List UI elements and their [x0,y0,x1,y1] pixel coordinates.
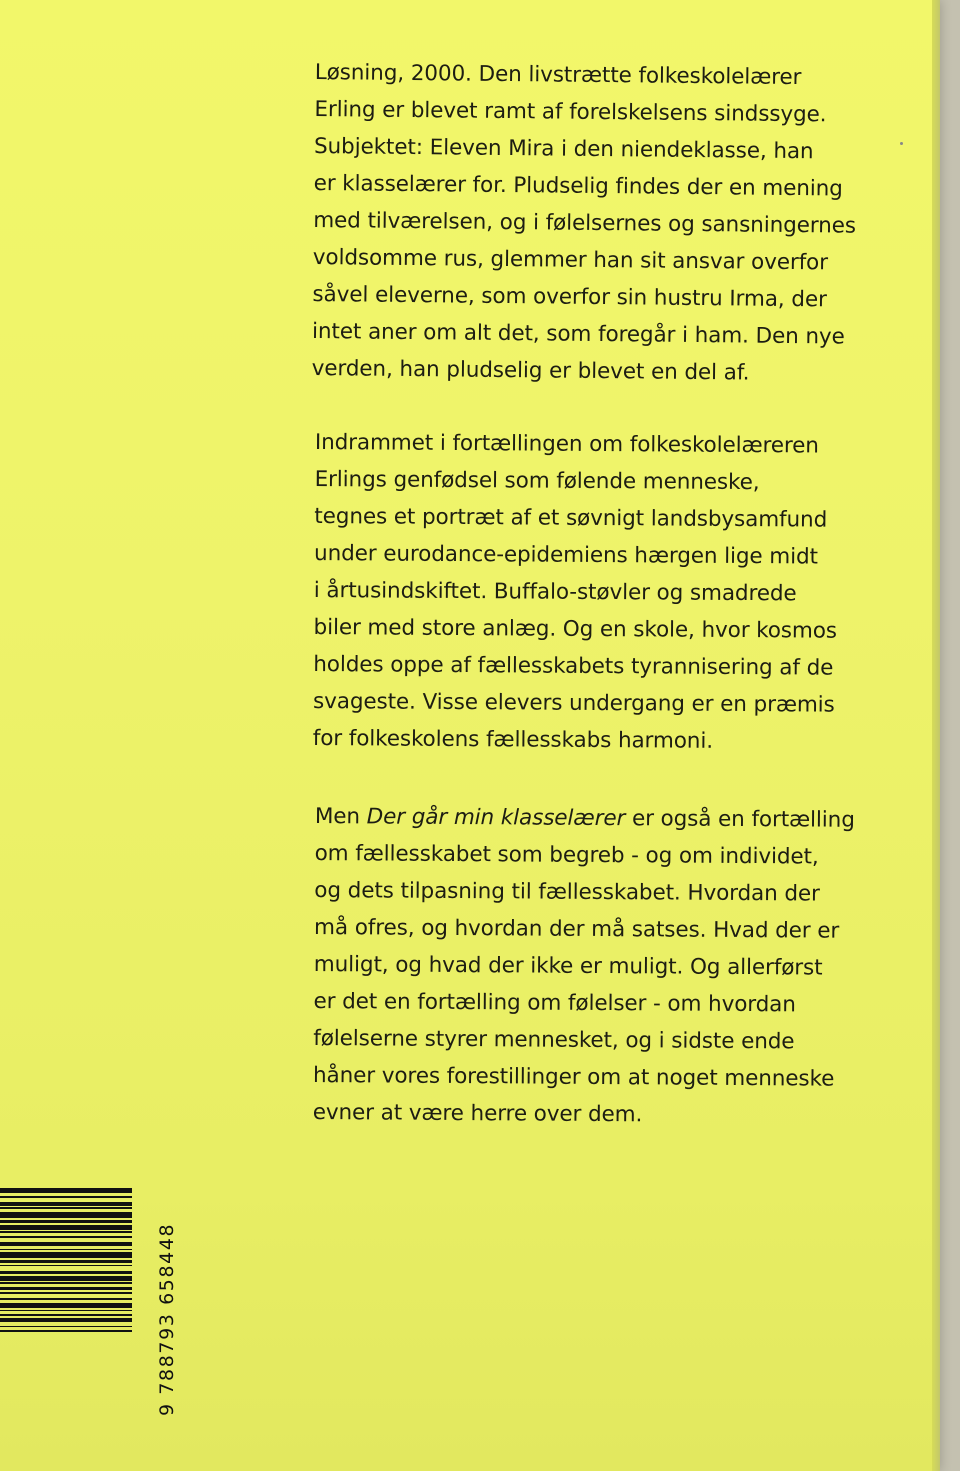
blurb-line: følelserne styrer mennesket, og i sidste ende [313,1025,795,1055]
dust-speck [900,142,903,145]
isbn-digits: 9 788793 658448 [156,1222,178,1416]
blurb-line: tegnes et portræt af et søvnigt landsbysamfund [314,503,828,533]
cover-edge [932,0,940,1471]
barcode-bar [0,1271,132,1274]
blurb-paragraph-1 [312,54,875,393]
blurb-paragraph-3 [313,798,875,1135]
barcode-bar [0,1249,132,1251]
barcode-bar [0,1212,132,1218]
barcode-bar [0,1236,132,1238]
barcode-bar [0,1287,132,1290]
barcode-bar [0,1220,132,1223]
blurb-line: biler med store anlæg. Og en skole, hvor kosmos [313,614,838,644]
barcode-bar [0,1188,132,1193]
barcode-bar [0,1276,132,1281]
blurb-line: i årtusindskiftet. Buffalo-støvler og smadrede [313,577,797,607]
blurb-line: om fællesskabet som begreb - og om individet, [314,840,819,870]
blurb-line: og dets tilpasning til fællesskabet. Hvordan der [314,877,820,907]
blurb-line: svageste. Visse elevers undergang er en præmis [312,688,835,718]
barcode-bar [0,1265,132,1267]
barcode-bar [0,1318,132,1323]
blurb-line: voldsomme rus, glemmer han sit ansvar overfor [312,244,829,276]
blurb-line: Erlings genfødsel som følende menneske, [314,466,760,496]
barcode-bar [0,1231,132,1233]
blurb-line: er det en fortælling om følelser - om hvordan [313,988,796,1018]
barcode-bar [0,1282,132,1284]
barcode-bar [0,1260,132,1263]
barcode-bar [0,1202,132,1205]
blurb-line: Subjektet: Eleven Mira i den niendeklasse, han [313,133,814,165]
barcode-bar [0,1252,132,1258]
barcode-bar [0,1225,132,1230]
line-prefix: Men [314,803,367,830]
barcode-bar [0,1303,132,1308]
blurb-line: må ofres, og hvordan der må satses. Hvad der er [314,914,840,944]
blurb-paragraph-2 [313,424,875,761]
isbn-barcode [0,1186,178,1416]
barcode-bar [0,1326,132,1328]
blurb-line: med tilværelsen, og i følelsernes og sansningernes [313,207,857,239]
isbn-number [134,1186,178,1416]
barcode-bars [0,1186,132,1416]
barcode-bar [0,1242,132,1245]
barcode-bar [0,1330,132,1332]
blurb-line: under eurodance-epidemiens hærgen lige midt [314,540,819,570]
line-suffix: er også en fortælling [625,806,855,833]
blurb-line: håner vores forestillinger om at noget menneske [312,1062,835,1092]
barcode-bar [0,1314,132,1316]
blurb-line: holdes oppe af fællesskabets tyrannisering af de [313,651,834,681]
barcode-bar [0,1196,132,1198]
barcode-bar [0,1298,132,1300]
blurb-line: evner at være herre over dem. [312,1099,643,1128]
blurb-line: Løsning, 2000. Den livstrætte folkeskolelærer [314,59,802,91]
barcode-bar [0,1207,132,1209]
blurb-line: er klasselærer for. Pludselig findes der en mening [313,170,843,202]
blurb-line: verden, han pludselig er blevet en del af. [311,355,750,386]
blurb-line: for folkeskolens fællesskabs harmoni. [312,725,714,754]
blurb-line: såvel eleverne, som overfor sin hustru Irma, der [312,281,827,313]
blurb-line: intet aner om alt det, som foregår i ham. Den nye [311,318,845,350]
barcode-bar [0,1310,132,1312]
blurb-line: Indrammet i fortællingen om folkeskolelæreren [314,429,819,459]
blurb-line-with-title [315,798,875,839]
book-title-italic: Der går min klasselærer [366,804,626,832]
barcode-bar [0,1292,132,1294]
blurb-line: Erling er blevet ramt af forelskelsens sindssyge. [314,96,827,128]
blurb-line: muligt, og hvad der ikke er muligt. Og allerførst [313,951,823,981]
